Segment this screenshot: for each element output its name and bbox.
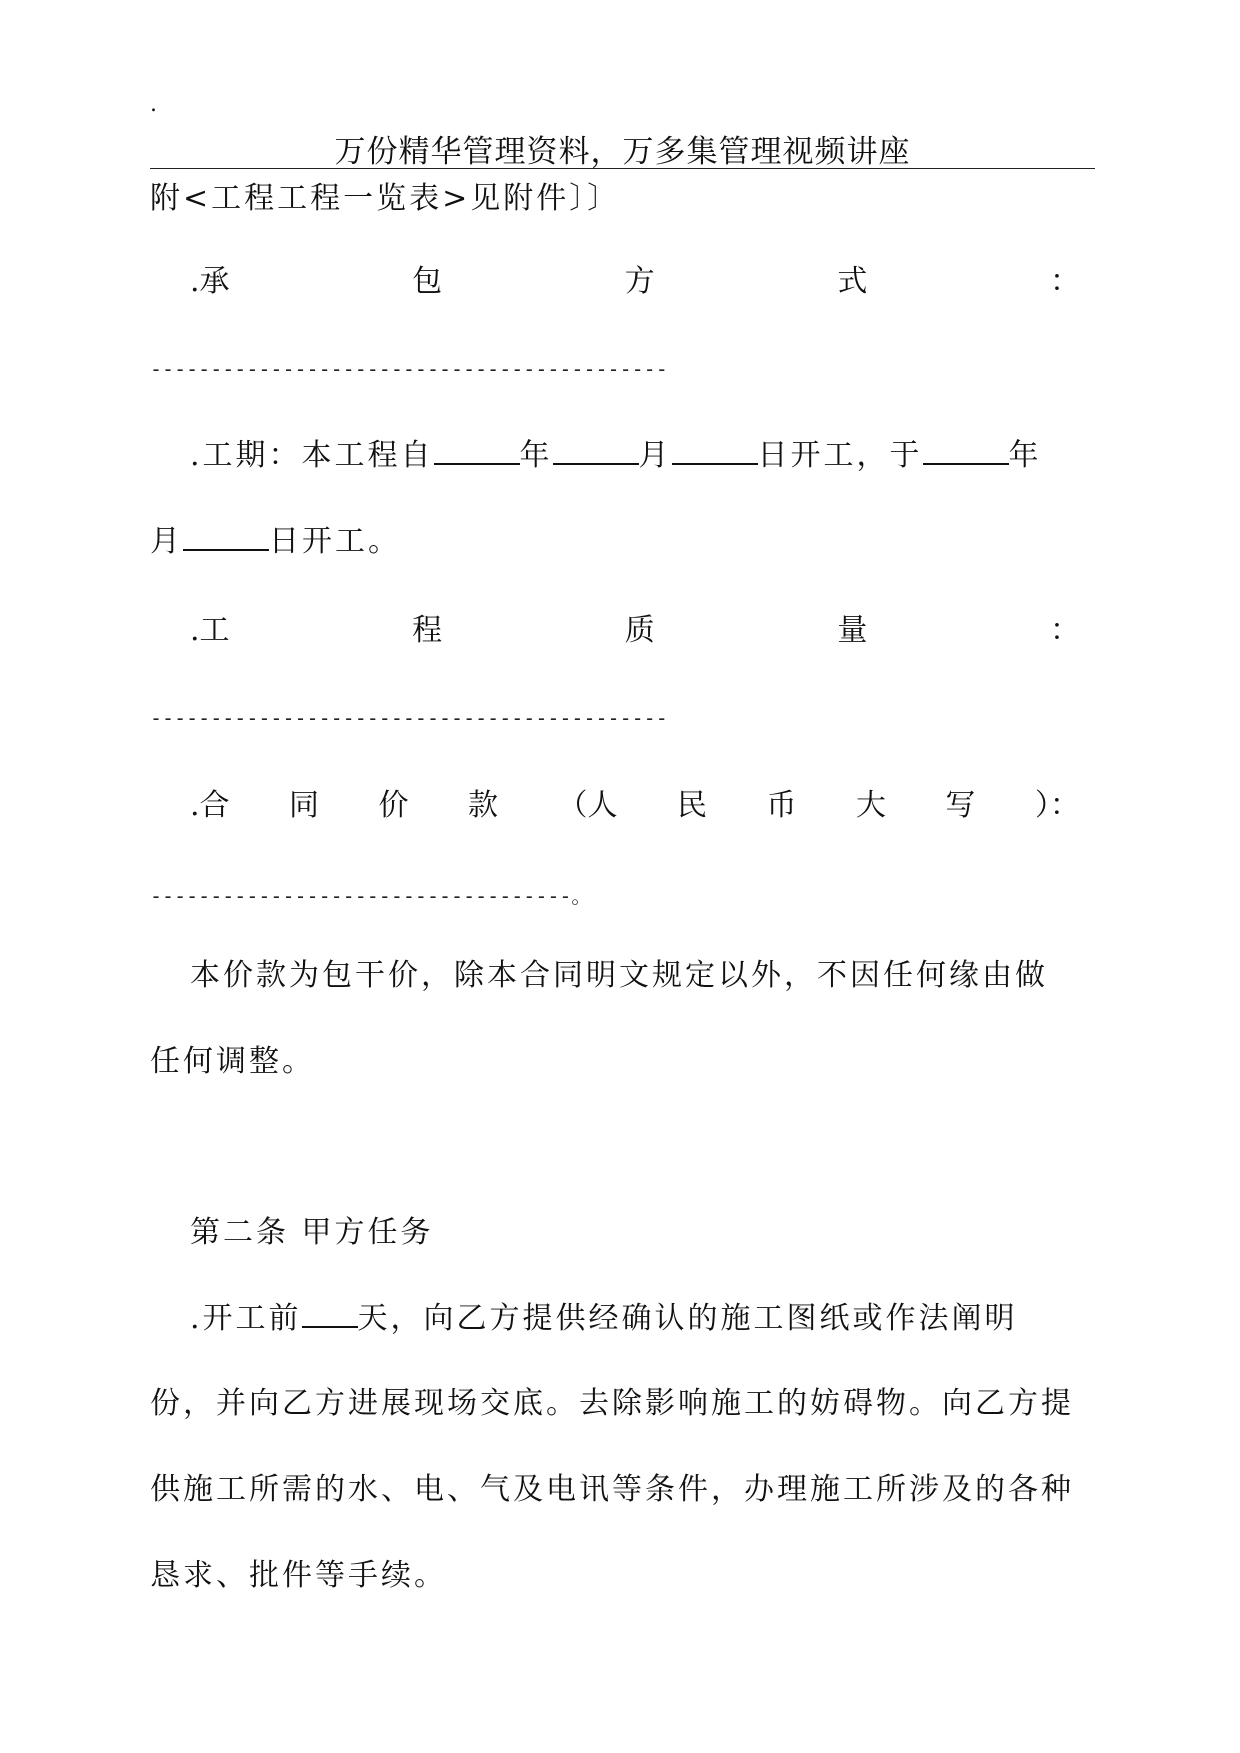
blank-field: [434, 433, 520, 465]
article-2-heading: 第二条 甲方任务: [190, 1215, 434, 1250]
schedule-month: 月: [638, 438, 672, 473]
blank-field: [302, 1296, 358, 1328]
label-char: 程: [412, 613, 443, 648]
label-char: ）：: [1034, 788, 1080, 823]
label-char: 民: [676, 788, 707, 823]
label-char: ：: [1049, 613, 1080, 648]
schedule-line-1: [190, 430, 1042, 474]
label-char: （人: [557, 788, 618, 823]
price-label: [190, 780, 1080, 824]
item1-prefix: .开工前: [190, 1301, 302, 1336]
label-char: .承: [190, 264, 230, 299]
article-2-item-1: [190, 1293, 1018, 1337]
label-char: 币: [766, 788, 797, 823]
header-dot: .: [150, 92, 157, 117]
intro-line: 附<工程工程一览表>见附件〕〕: [150, 181, 621, 216]
article-2-line-4: 恳求、批件等手续。: [150, 1558, 447, 1593]
label-char: 款: [468, 788, 498, 823]
price-note-line-2: 任何调整。: [150, 1044, 315, 1079]
schedule-day-start: 日开工，于: [757, 438, 923, 473]
quality-label: [190, 605, 1080, 649]
label-char: 价: [378, 788, 409, 823]
blank-field: [183, 519, 269, 551]
label-char: .工: [190, 613, 230, 648]
label-char: 式: [837, 264, 868, 299]
label-char: 量: [837, 613, 868, 648]
label-char: 同: [289, 788, 320, 823]
quality-fill-line: -------------------------------------------: [150, 706, 668, 730]
page-header-title: 万份精华管理资料，万多集管理视频讲座: [334, 134, 911, 170]
schedule-year: 年: [519, 438, 553, 473]
label-char: 方: [624, 264, 655, 299]
label-char: 包: [412, 264, 443, 299]
label-char: ：: [1049, 264, 1080, 299]
item1-rest: 天，向乙方提供经确认的施工图纸或作法阐明: [357, 1301, 1018, 1336]
schedule-year2: 年: [1008, 438, 1042, 473]
contract-mode-label: [190, 256, 1080, 300]
blank-field: [672, 433, 758, 465]
label-char: 大: [855, 788, 886, 823]
label-char: 质: [624, 613, 655, 648]
schedule-line-2: [150, 516, 401, 560]
contract-mode-fill-line: -------------------------------------------: [150, 357, 668, 381]
price-fill-line: -----------------------------------。: [150, 884, 592, 908]
blank-field: [553, 433, 639, 465]
price-note-line-1: 本价款为包干价，除本合同明文规定以外，不因任何缘由做: [190, 958, 1048, 993]
label-char: 写: [945, 788, 976, 823]
article-2-line-3: 供施工所需的水、电、气及电讯等条件，办理施工所涉及的各种: [150, 1472, 1074, 1507]
schedule-prefix: .工期：本工程自: [190, 438, 434, 473]
label-char: .合: [190, 788, 230, 823]
schedule-month2: 月: [150, 524, 183, 559]
header-divider: [150, 168, 1095, 169]
article-2-line-2: 份，并向乙方进展现场交底。去除影响施工的妨碍物。向乙方提: [150, 1386, 1074, 1421]
schedule-day-end: 日开工。: [269, 524, 401, 559]
blank-field: [923, 433, 1009, 465]
